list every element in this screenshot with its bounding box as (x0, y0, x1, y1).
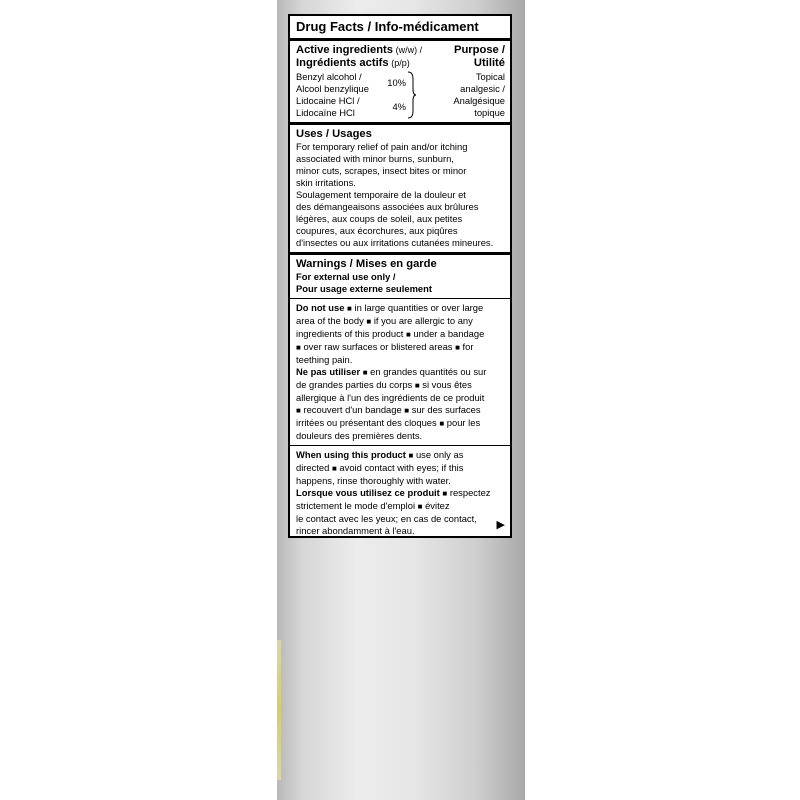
warning-item: respectez strictement le mode d'emploi (296, 487, 491, 511)
ingredient-percents (374, 71, 406, 119)
ingredient-line: Alcool benzylique (296, 83, 369, 94)
ingredient-names (296, 71, 374, 119)
warning-item: over raw surfaces or blistered areas (303, 341, 453, 352)
uses-text-fr: Soulagement temporaire de la douleur et des démangeaisons associées aux brûlures légères, aux coups de soleil, aux petites coupures, aux écorchures, aux piqûres d'insectes ou aux irritations cutanées mineures. (296, 189, 494, 248)
active-ingredients-section (290, 41, 510, 125)
uses-section (290, 125, 510, 255)
warning-item: if you are allergic to any ingredients of this product (296, 315, 473, 339)
warning-item: under a bandage (413, 328, 485, 339)
external-use-fr: Pour usage externe seulement (296, 283, 432, 294)
warning-item: avoid contact with eyes; if this happens, rinse thoroughly with water. (296, 462, 464, 486)
warning-item: sur des surfaces irritées ou présentant des cloques (296, 404, 481, 428)
bullet-icon: ■ (405, 330, 411, 339)
warning-item: for teething pain. (296, 341, 474, 365)
warning-item: recouvert d'un bandage (303, 404, 402, 415)
purpose-heading: Purpose / (454, 44, 505, 56)
bullet-icon: ■ (362, 368, 368, 377)
bullet-icon: ■ (347, 304, 352, 313)
do-not-use-label: Do not use (296, 302, 345, 313)
active-ingredients-unit: (w/w) / (395, 45, 423, 55)
warning-item: en grandes quantités ou sur de grandes parties du corps (296, 366, 487, 390)
bullet-icon: ■ (296, 406, 301, 415)
bullet-icon: ■ (442, 489, 448, 498)
uses-text-en: For temporary relief of pain and/or itching associated with minor burns, sunburn, minor cuts, scrapes, insect bites or minor skin irritations. (296, 141, 468, 188)
bullet-icon: ■ (296, 343, 301, 352)
warning-item: pour les douleurs des premières dents. (296, 417, 481, 441)
continue-arrow-icon: ▶ (496, 519, 505, 531)
active-ingredients-body (296, 71, 505, 119)
do-not-use-text (296, 302, 505, 366)
purpose-text (418, 71, 505, 119)
when-using-section (290, 446, 510, 538)
utilite-heading: Utilité (473, 57, 505, 69)
drug-facts-title: Drug Facts / Info-médicament (290, 16, 510, 41)
purpose-line: analgesic / (460, 83, 505, 94)
ingredient-percent: 4% (392, 101, 406, 112)
ingredient-percent: 10% (387, 77, 406, 88)
external-use-en: For external use only / (296, 271, 396, 282)
purpose-line: Topical (475, 71, 505, 82)
ingredients-actifs-heading: Ingrédients actifs (296, 57, 389, 69)
warning-item: use only as directed (296, 449, 464, 473)
warning-item: évitez le contact avec les yeux; en cas de contact, rincer abondamment à l'eau. (296, 500, 477, 536)
brace-icon (406, 71, 418, 119)
ingredients-actifs-unit: (p/p) (391, 58, 410, 68)
warnings-header-section (290, 255, 510, 299)
warning-item: si vous êtes allergique à l'un des ingrédients de ce produit (296, 379, 485, 403)
lorsque-text (296, 487, 505, 537)
bullet-icon: ■ (331, 464, 337, 473)
purpose-line: topique (474, 107, 505, 118)
do-not-use-section (290, 299, 510, 446)
ne-pas-utiliser-text (296, 366, 505, 442)
active-ingredients-header (296, 44, 505, 70)
bullet-icon: ■ (366, 317, 372, 326)
purpose-line: Analgésique (453, 95, 505, 106)
bullet-icon: ■ (417, 502, 423, 511)
lorsque-label: Lorsque vous utilisez ce produit (296, 487, 440, 498)
warning-item: in large quantities or over large area of the body (296, 302, 484, 326)
warnings-heading: Warnings / Mises en garde (296, 258, 437, 270)
when-using-text (296, 449, 505, 487)
bullet-icon: ■ (414, 381, 420, 390)
bullet-icon: ■ (455, 343, 460, 352)
ingredient-line: Lidocaïne HCl (296, 107, 355, 118)
bullet-icon: ■ (408, 451, 414, 460)
ingredient-line: Benzyl alcohol / (296, 71, 362, 82)
ingredient-line: Lidocaine HCl / (296, 95, 360, 106)
bullet-icon: ■ (439, 419, 445, 428)
drug-facts-label (288, 14, 512, 538)
ne-pas-utiliser-label: Ne pas utiliser (296, 366, 361, 377)
bullet-icon: ■ (404, 406, 410, 415)
package-edge-highlight (277, 640, 281, 780)
uses-heading: Uses / Usages (296, 128, 372, 140)
active-ingredients-heading: Active ingredients (296, 44, 393, 56)
when-using-label: When using this product (296, 449, 406, 460)
